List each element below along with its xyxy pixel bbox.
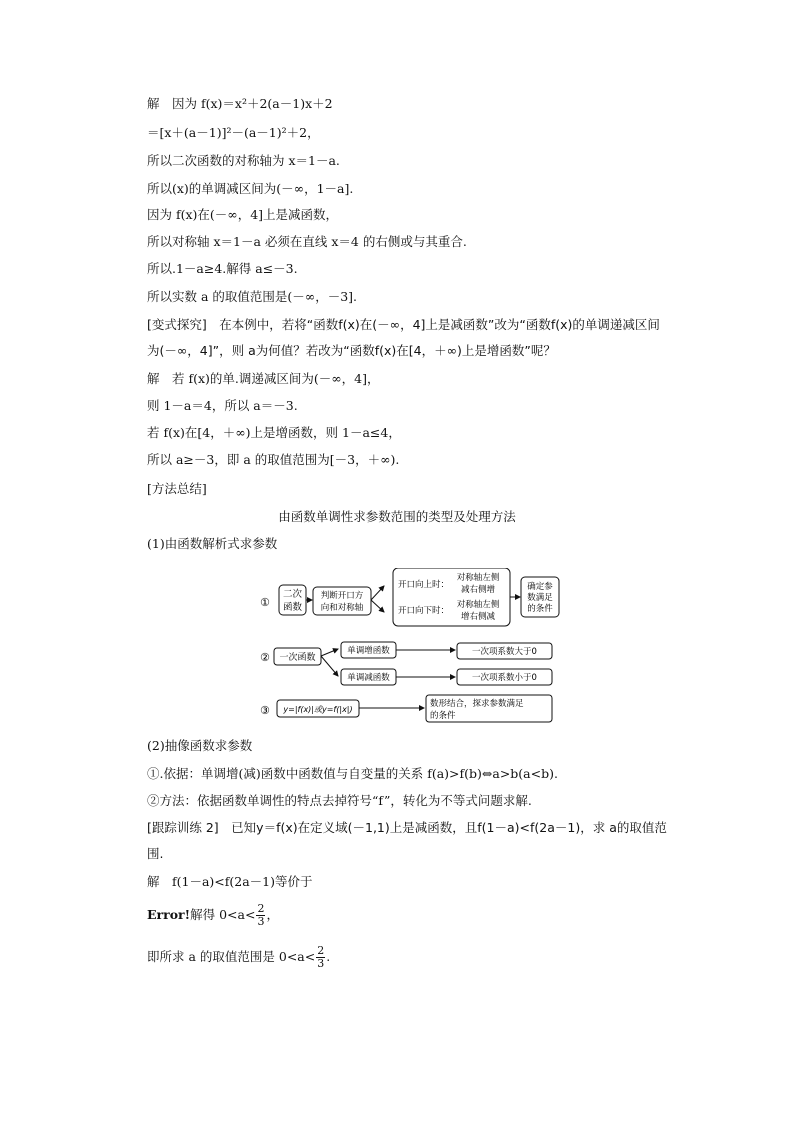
- condition-box-line: 的条件: [527, 604, 553, 614]
- fraction: [316, 945, 325, 970]
- followup-question: [跟踪训练 2] 已知y＝f(x)在定义域(－1,1)上是减函数，且f(1－a)<f(2a－1)，求 a的取值范围.: [147, 820, 667, 861]
- part2-heading: (2)抽像函数求参数: [147, 738, 253, 753]
- judge-direction-line: 判断开口方: [320, 591, 364, 601]
- variant-answer-line: 所以 a≥－3，即 a 的取值范围为[－3，＋∞).: [147, 452, 400, 467]
- solution-line: 解 因为 f(x)＝x²＋2(a－1)x＋2: [147, 96, 333, 111]
- lower-case-label: 开口向下时：: [398, 606, 450, 616]
- lower-case-text: 增右侧减: [460, 612, 496, 622]
- solution-line: 因为 f(x)在(－∞，4]上是减函数，: [147, 207, 339, 222]
- fraction: [256, 903, 265, 928]
- fraction-denominator: 3: [257, 915, 265, 928]
- variant-answer-line: 若 f(x)在[4，＋∞)上是增函数，则 1－a≤4，: [147, 425, 401, 440]
- coef-positive-label: 一次项系数大于0: [472, 647, 537, 657]
- followup-line: 解 f(1－a)<f(2a－1)等价于: [147, 874, 313, 889]
- condition-box-line: 数满足: [527, 593, 553, 603]
- result-prefix: 解得 0<a<: [190, 907, 256, 922]
- lower-case-text: 对称轴左侧: [456, 600, 500, 610]
- condition-box-line: 确定参: [527, 582, 553, 592]
- abs-function-label: y=|f(x)|或y=f(|x|): [283, 705, 353, 714]
- result-suffix: ，: [266, 907, 279, 922]
- final-suffix: .: [326, 949, 331, 964]
- upper-case-label: 开口向上时：: [398, 580, 450, 590]
- followup-result-line: [147, 900, 279, 930]
- linear-box-label: 一次函数: [279, 653, 316, 663]
- fraction-numerator: 2: [257, 902, 265, 915]
- upper-case-text: 减右侧增: [460, 585, 496, 595]
- part1-heading: (1)由函数解析式求参数: [147, 536, 278, 551]
- final-prefix: 即所求 a 的取值范围是 0<a<: [147, 949, 316, 964]
- method-summary-label: [方法总结]: [147, 481, 207, 496]
- followup-final-line: [147, 942, 330, 972]
- increasing-label: 单调增函数: [347, 646, 390, 656]
- quadratic-box-line: 二次: [282, 589, 303, 600]
- solution-line: 所以实数 a 的取值范围是(－∞，－3].: [147, 289, 357, 304]
- quadratic-box-line: 函数: [282, 602, 303, 613]
- variant-question: [变式探究] 在本例中，若将“函数f(x)在(－∞，4]上是减函数”改为“函数f(x)的单调递减区间为(－∞，4]”，则 a为何值？若改为“函数f(x)在[4，＋∞)上是增函数”呢？: [147, 317, 660, 358]
- upper-case-text: 对称轴左侧: [456, 573, 500, 583]
- row1-number: ①: [260, 596, 270, 609]
- fraction-denominator: 3: [317, 957, 325, 970]
- coef-negative-label: 一次项系数小于0: [472, 673, 537, 683]
- decreasing-label: 单调减函数: [347, 673, 390, 683]
- solution-line: ＝[x＋(a－1)]²－(a－1)²＋2，: [147, 125, 320, 140]
- error-text: Error!: [147, 907, 191, 922]
- fraction-numerator: 2: [317, 944, 325, 957]
- variant-answer-line: 则 1－a＝4，所以 a＝－3.: [147, 398, 298, 413]
- variant-answer-line: 解 若 f(x)的单.调递减区间为(－∞，4]，: [147, 371, 380, 386]
- solution-line: 所以(x)的单调减区间为(－∞，1－a].: [147, 181, 354, 196]
- judge-direction-line: 向和对称轴: [320, 603, 364, 613]
- method-flow-diagram: [250, 568, 570, 728]
- method-text: ②方法：依据函数单调性的特点去掉符号“f”，转化为不等式问题求解.: [147, 793, 532, 808]
- row3-number: ③: [260, 704, 270, 717]
- solution-line: 所以.1－a≥4.解得 a≤－3.: [147, 261, 298, 276]
- row2-number: ②: [260, 651, 270, 664]
- basis-text: ①.依据：单调增(减)函数中函数值与自变量的关系 f(a)>f(b)⇔a>b(a<b).: [147, 766, 558, 781]
- graph-combine-line: 数形结合，探求参数满足: [430, 699, 524, 709]
- solution-line: 所以对称轴 x＝1－a 必须在直线 x＝4 的右侧或与其重合.: [147, 234, 467, 249]
- solution-line: 所以二次函数的对称轴为 x＝1－a.: [147, 153, 340, 168]
- method-summary-title: 由函数单调性求参数范围的类型及处理方法: [278, 509, 516, 524]
- graph-combine-line: 的条件: [430, 711, 456, 721]
